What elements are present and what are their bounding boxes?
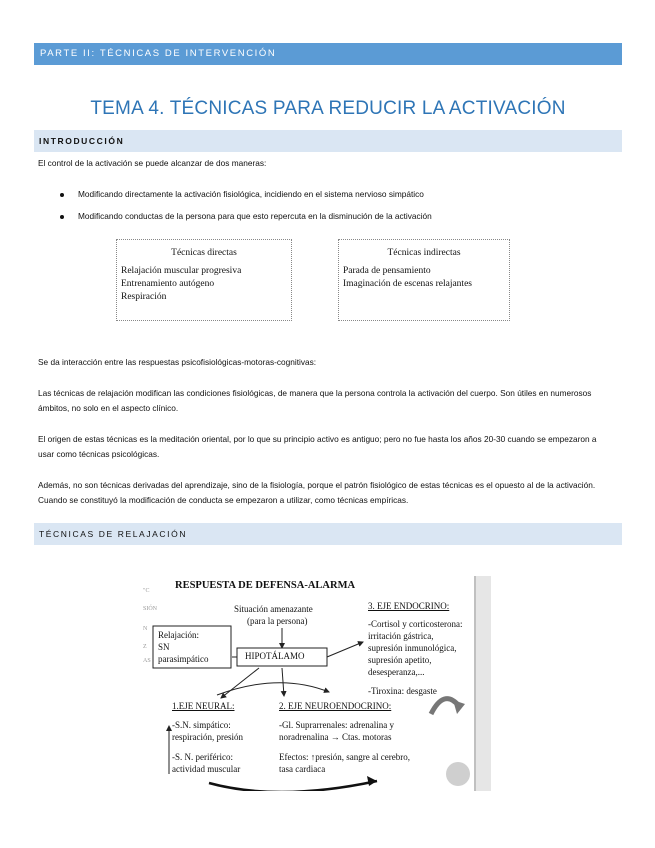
margin-fragment: AS	[143, 658, 151, 664]
bullet-dot-icon	[60, 193, 64, 197]
margin-fragment: SIÓN	[143, 606, 158, 612]
margin-fragment: "C	[143, 588, 150, 594]
threat-label: Situación amenazante	[234, 604, 313, 614]
neuroendocrine-line: noradrenalina → Ctas. motoras	[279, 732, 392, 742]
arrow-to-endocrine	[327, 642, 363, 657]
endocrine-line: supresión inmunológica,	[368, 643, 457, 653]
endocrine-line: -Cortisol y corticosterona:	[368, 619, 463, 629]
endocrine-axis-title: 3. EJE ENDOCRINO:	[368, 601, 450, 611]
endocrine-line: irritación gástrica,	[368, 631, 434, 641]
arrow-to-neuroendocrine	[282, 668, 284, 696]
neuroendocrine-line: Efectos: ↑presión, sangre al cerebro,	[279, 752, 410, 762]
list-item-text: Modificando conductas de la persona para que esto repercuta en la disminución de la activación	[78, 211, 432, 221]
section-heading-introduccion: INTRODUCCIÓN	[34, 130, 622, 152]
endocrine-line: supresión apetito,	[368, 655, 432, 665]
neural-line: actividad muscular	[172, 764, 241, 774]
relaxation-label: SN	[158, 642, 170, 652]
neuroendocrine-line: tasa cardiaca	[279, 764, 326, 774]
relaxation-label: parasimpático	[158, 654, 209, 664]
bullet-dot-icon	[60, 215, 64, 219]
scan-circle-mark	[446, 762, 470, 786]
neuroendocrine-line: -Gl. Suprarrenales: adrenalina y	[279, 720, 394, 730]
list-item-text: Modificando directamente la activación fisiológica, incidiendo en el sistema nervioso simpático	[78, 189, 424, 199]
list-item: Parada de pensamiento	[343, 266, 431, 276]
diagram-title: RESPUESTA DE DEFENSA-ALARMA	[175, 580, 356, 591]
list-item: Entrenamiento autógeno	[121, 279, 215, 289]
paragraph-origin: El origen de estas técnicas es la meditación oriental, por lo que su principio activo es antiguo; pero no fue hasta los años 20-30 cuando se empezaron a usar como técnicas psicológicas.	[38, 434, 597, 459]
intro-lead: El control de la activación se puede alcanzar de dos maneras:	[38, 158, 267, 168]
thyroxine-label: -Tiroxina: desgaste	[368, 686, 437, 696]
neural-line: -S.N. simpático:	[172, 720, 231, 730]
relaxation-label: Relajación:	[158, 630, 199, 640]
indirect-techniques-title: Técnicas indirectas	[387, 248, 461, 258]
direct-techniques-box	[116, 239, 292, 321]
paragraph-interaction: Se da interacción entre las respuestas psicofisiológicas-motoras-cognitivas:	[38, 357, 317, 367]
paragraph-physiology: Además, no son técnicas derivadas del aprendizaje, sino de la fisiología, porque el patrón fisiológico de estas técnicas es el opuesto al de la activación. Cuando se constituyó la modificación de conducta se empezaron a utilizar, como técnicas empíricas.	[38, 480, 596, 505]
indirect-techniques-box	[338, 239, 510, 321]
neural-line: -S. N. periférico:	[172, 752, 233, 762]
neural-line: respiración, presión	[172, 732, 243, 742]
paragraph-relaxation: Las técnicas de relajación modifican las condiciones fisiológicas, de manera que la persona controla la activación del cuerpo. Son útiles en numerosos ámbitos, no solo en el aspecto clínico.	[38, 388, 592, 413]
scan-edge	[474, 576, 491, 791]
part-header-band: PARTE II: TÉCNICAS DE INTERVENCIÓN	[34, 43, 622, 65]
endocrine-line: desesperanza,...	[368, 667, 425, 677]
list-item: Respiración	[121, 292, 167, 302]
list-item: Imaginación de escenas relajantes	[343, 279, 472, 289]
arrow-to-neural	[221, 668, 259, 698]
margin-fragment: Z	[143, 644, 147, 650]
curved-arrow-axes	[217, 683, 329, 695]
neural-axis-title: 1.EJE NEURAL:	[172, 701, 235, 711]
bottom-swoosh-arrow	[209, 781, 377, 791]
list-item: Relajación muscular progresiva	[121, 266, 242, 276]
neuroendocrine-axis-title: 2. EJE NEUROENDOCRINO:	[279, 701, 392, 711]
threat-sublabel: (para la persona)	[247, 616, 308, 626]
margin-fragment: N	[143, 626, 148, 632]
direct-techniques-title: Técnicas directas	[171, 248, 237, 258]
hypothalamus-label: HIPOTÁLAMO	[245, 651, 305, 661]
page-title: TEMA 4. TÉCNICAS PARA REDUCIR LA ACTIVACIÓN	[90, 98, 566, 119]
section-heading-relajacion: TÉCNICAS DE RELAJACIÓN	[34, 523, 622, 545]
defense-alarm-diagram	[139, 576, 491, 791]
